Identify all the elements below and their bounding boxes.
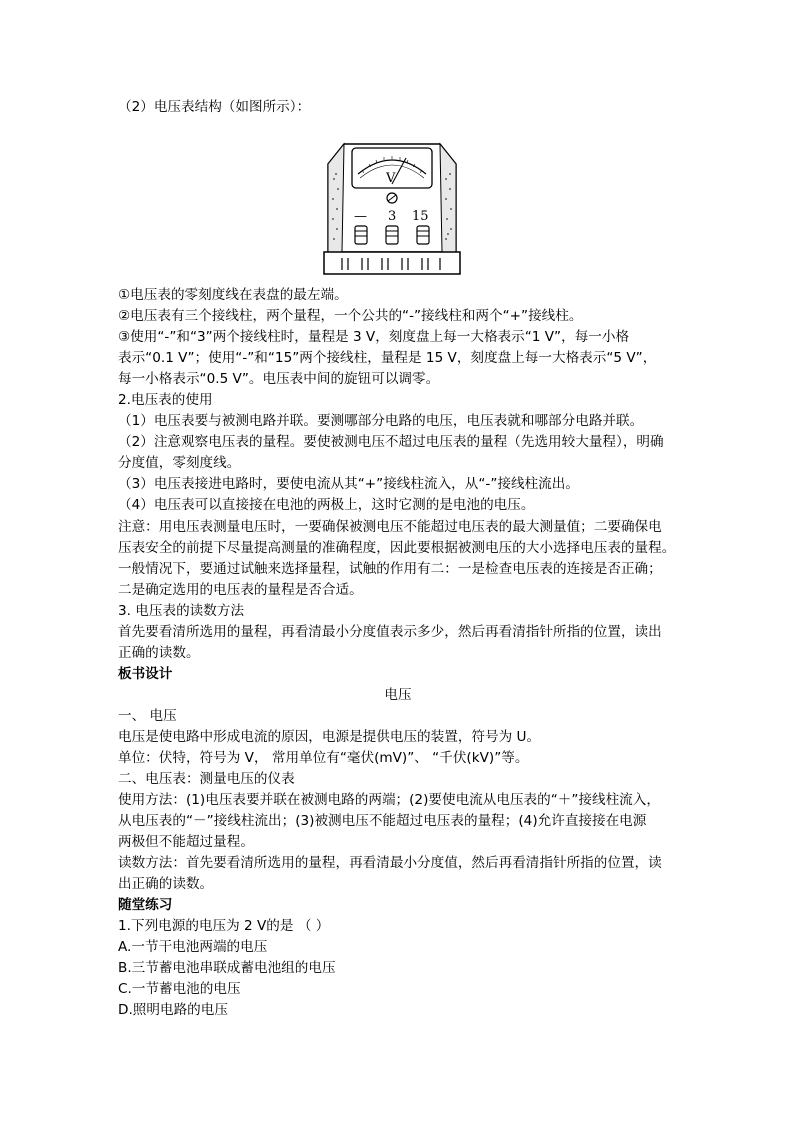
text-line: 正确的读数。	[118, 645, 200, 661]
question-text: 1.下列电源的电压为 2 V的是 （ ）	[118, 918, 330, 934]
text-line: 首先要看清所选用的量程，再看清最小分度值表示多少，然后再看清指针所指的位置，读出	[118, 624, 662, 640]
text-line: 每一小格表示“0.5 V”。电压表中间的旋钮可以调零。	[118, 371, 440, 387]
text-line: 使用方法：(1)电压表要并联在被测电路的两端；(2)要使电流从电压表的“＋”接线柱流入，	[118, 792, 660, 808]
text-line: ③使用“-”和“3”两个接线柱时，量程是 3 V，刻度盘上每一大格表示“1 V”，每一小格	[118, 329, 630, 345]
voltmeter-icon	[322, 134, 462, 280]
text-line: （2）电压表结构（如图所示）：	[118, 99, 311, 115]
voltmeter-illustration	[322, 134, 462, 280]
text-line: （3）电压表接进电路时，要使电流从其“+”接线柱流入，从“-”接线柱流出。	[118, 476, 579, 492]
section-heading: 2.电压表的使用	[118, 392, 213, 408]
text-line: 电压是使电路中形成电流的原因，电源是提供电压的装置，符号为 U。	[118, 729, 541, 745]
text-line: 读数方法：首先要看清所选用的量程，再看清最小分度值，然后再看清指针所指的位置，读	[118, 855, 662, 871]
text-line: 一、 电压	[118, 708, 177, 724]
dial-symbol: V	[386, 171, 396, 186]
terminal-label-15: 15	[412, 209, 429, 224]
section-heading: 3. 电压表的读数方法	[118, 603, 245, 619]
text-line: 出正确的读数。	[118, 876, 214, 892]
text-line: 一般情况下，要通过试触来选择量程，试触的作用有二：一是检查电压表的连接是否正确；	[118, 561, 662, 577]
terminal-label-3: 3	[388, 209, 397, 224]
text-line: 两极但不能超过量程。	[118, 834, 254, 850]
terminal-label-negative: —	[354, 209, 367, 224]
text-line: ①电压表的零刻度线在表盘的最左端。	[118, 287, 348, 303]
text-line: 单位：伏特，符号为 V， 常用单位有“毫伏(mV)”、 “千伏(kV)”等。	[118, 750, 529, 766]
text-line: 压表安全的前提下尽量提高测量的准确程度，因此要根据被测电压的大小选择电压表的量程。	[118, 540, 676, 556]
text-line: 分度值，零刻度线。	[118, 455, 241, 471]
option-a: A.一节干电池两端的电压	[118, 939, 268, 955]
text-line: ②电压表有三个接线柱，两个量程，一个公共的“-”接线柱和两个“+”接线柱。	[118, 308, 583, 324]
text-line: 从电压表的“－”接线柱流出；(3)被测电压不能超过电压表的量程；(4)允许直接接在电源	[118, 813, 647, 829]
heading-board-design: 板书设计	[118, 666, 173, 682]
text-line: 表示“0.1 V”；使用“-”和“15”两个接线柱，量程是 15 V，刻度盘上每一大格表示“5 V”，	[118, 350, 657, 366]
option-d: D.照明电路的电压	[118, 1002, 228, 1018]
option-b: B.三节蓄电池串联成蓄电池组的电压	[118, 960, 336, 976]
text-line: 二是确定选用的电压表的量程是否合适。	[118, 582, 363, 598]
text-line: 注意：用电压表测量电压时，一要确保被测电压不能超过电压表的最大测量值；二要确保电	[118, 519, 662, 535]
heading-practice: 随堂练习	[118, 897, 173, 913]
text-line: （1）电压表要与被测电路并联。要测哪部分电路的电压，电压表就和哪部分电路并联。	[118, 413, 644, 429]
board-title: 电压	[384, 687, 412, 703]
option-c: C.一节蓄电池的电压	[118, 981, 241, 997]
text-line: 二、电压表：测量电压的仪表	[118, 771, 295, 787]
text-line: （2）注意观察电压表的量程。要使被测电压不超过电压表的量程（先选用较大量程），明确	[118, 434, 664, 450]
text-line: （4）电压表可以直接接在电池的两极上，这时它测的是电池的电压。	[118, 497, 535, 513]
